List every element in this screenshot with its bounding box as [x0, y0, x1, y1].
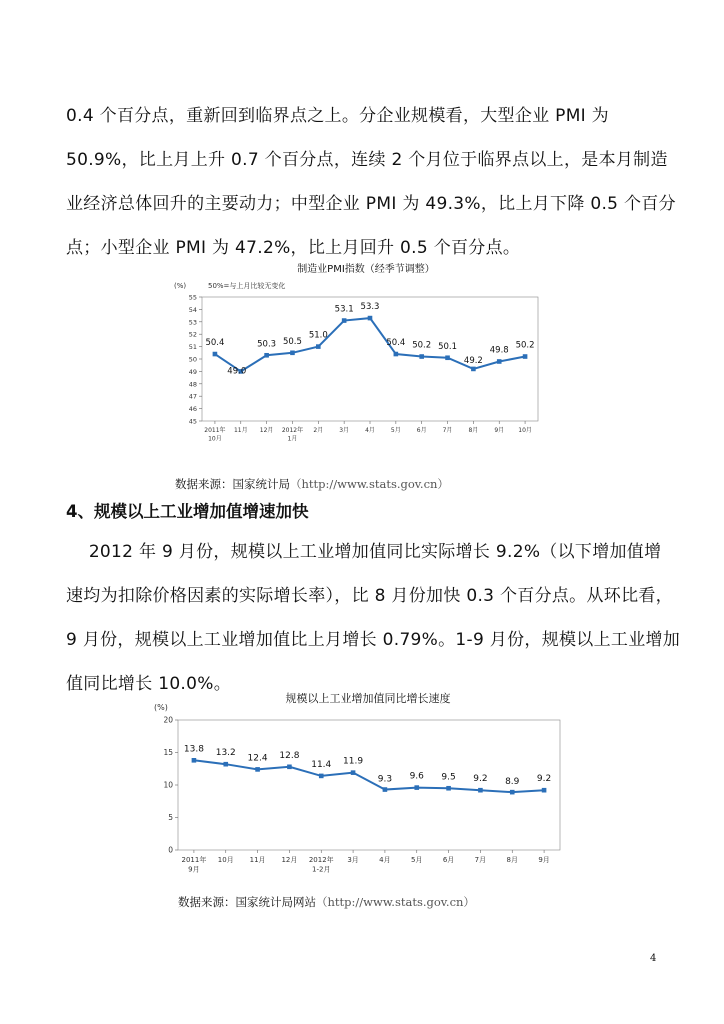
data-label: 9.5	[441, 772, 456, 783]
x-tick-label: 10月	[217, 856, 234, 864]
data-label: 12.8	[279, 750, 300, 761]
x-tick-label: 9月	[188, 865, 200, 874]
chart-y-unit: (%)	[174, 282, 187, 290]
y-tick-label: 48	[188, 380, 197, 389]
x-tick-label: 2011年	[204, 427, 226, 434]
data-point	[213, 352, 218, 357]
x-tick-label: 3月	[347, 856, 359, 864]
paragraph-industry	[66, 530, 681, 706]
text-line: 速均为扣除价格因素的实际增长率），比 8 月份加快 0.3 个百分点。从环比看，	[66, 586, 673, 606]
x-tick-label: 8月	[506, 856, 518, 864]
x-tick-label: 1-2月	[312, 865, 331, 874]
x-tick-label: 2月	[313, 427, 324, 434]
data-point	[319, 774, 324, 779]
section-heading: 4、规模以上工业增加值增速加快	[66, 502, 309, 521]
data-label: 50.4	[386, 338, 406, 349]
chart-legend-note: 50%=与上月比较无变化	[208, 282, 286, 290]
y-tick-label: 46	[188, 405, 197, 414]
data-point	[368, 316, 373, 321]
source-label: 数据来源：国家统计局	[175, 477, 290, 491]
x-tick-label: 10月	[208, 435, 222, 443]
data-label: 9.2	[536, 774, 552, 785]
data-label: 49.0	[227, 366, 247, 377]
x-tick-label: 3月	[339, 427, 350, 434]
x-tick-label: 2012年	[281, 427, 304, 434]
data-point	[497, 359, 502, 364]
source-note-1	[175, 476, 449, 492]
source-note-2	[178, 894, 475, 910]
x-tick-label: 9月	[538, 856, 550, 864]
x-tick-label: 4月	[379, 856, 391, 864]
data-point	[342, 318, 347, 323]
x-tick-label: 7月	[474, 856, 487, 864]
data-point	[394, 352, 399, 357]
data-label: 50.2	[515, 340, 535, 351]
x-tick-label: 4月	[365, 427, 375, 434]
data-point	[316, 344, 321, 349]
text-line: 0.4 个百分点，重新回到临界点之上。分企业规模看，大型企业 PMI 为	[66, 106, 609, 126]
y-tick-label: 10	[163, 780, 173, 790]
industry-chart-svg	[148, 690, 568, 885]
data-label: 50.4	[205, 338, 225, 349]
data-label: 53.1	[334, 304, 354, 315]
text-line: 业经济总体回升的主要动力；中型企业 PMI 为 49.3%，比上月下降 0.5 个百分	[66, 194, 676, 214]
data-point	[445, 355, 450, 360]
data-point	[223, 762, 228, 767]
data-point	[351, 770, 356, 775]
data-point	[510, 790, 515, 795]
x-tick-label: 1月	[287, 435, 298, 443]
data-label: 12.4	[247, 753, 268, 764]
y-tick-label: 45	[188, 417, 197, 426]
data-label: 50.3	[257, 339, 277, 350]
chart-title: 规模以上工业增加值同比增长速度	[285, 692, 451, 705]
data-point	[287, 765, 292, 770]
data-label: 9.2	[473, 774, 488, 785]
data-label: 11.4	[311, 759, 332, 770]
text-line: 50.9%，比上月上升 0.7 个百分点，连续 2 个月位于临界点以上，是本月制造	[66, 150, 668, 170]
y-tick-label: 53	[188, 318, 197, 327]
y-tick-label: 5	[168, 813, 173, 822]
x-tick-label: 11月	[233, 427, 248, 434]
data-label: 13.2	[215, 748, 236, 759]
plot-frame	[202, 297, 538, 421]
data-point	[523, 354, 528, 359]
y-tick-label: 52	[188, 330, 197, 339]
y-tick-label: 51	[188, 343, 197, 352]
chart-y-unit: (%)	[154, 703, 168, 712]
data-label: 9.6	[409, 771, 424, 782]
data-label: 53.3	[360, 302, 380, 313]
chart-title: 制造业PMI指数（经季节调整）	[297, 264, 435, 275]
data-label: 50.2	[412, 340, 432, 351]
x-tick-label: 9月	[494, 427, 505, 434]
x-tick-label: 2011年	[181, 856, 207, 864]
data-label: 49.8	[489, 345, 509, 356]
x-tick-label: 8月	[468, 427, 479, 434]
source-label: 数据来源：国家统计局网站	[178, 895, 316, 909]
data-point	[446, 786, 451, 791]
data-point	[471, 367, 476, 372]
data-point	[414, 785, 419, 790]
data-label: 50.5	[282, 336, 302, 347]
source-url: （http://www.stats.gov.cn）	[290, 477, 449, 491]
data-point	[255, 767, 260, 772]
source-url: （http://www.stats.gov.cn）	[316, 895, 475, 909]
y-tick-label: 20	[163, 715, 173, 725]
paragraph-pmi	[66, 94, 676, 270]
data-point	[192, 758, 197, 763]
x-tick-label: 6月	[416, 427, 427, 434]
x-tick-label: 7月	[442, 427, 453, 434]
text-line: 值同比增长 10.0%。	[66, 674, 232, 694]
data-point	[419, 354, 424, 359]
data-label: 51.0	[308, 330, 328, 341]
y-tick-label: 55	[188, 293, 197, 302]
data-label: 9.3	[377, 774, 393, 785]
y-tick-label: 15	[163, 748, 173, 757]
pmi-chart	[170, 255, 550, 455]
y-tick-label: 49	[188, 367, 197, 376]
pmi-chart-svg	[170, 255, 550, 455]
data-point	[478, 788, 483, 793]
plot-frame	[178, 720, 560, 850]
y-tick-label: 47	[188, 392, 197, 401]
data-label: 50.1	[438, 341, 458, 352]
industry-growth-chart	[148, 690, 568, 885]
data-label: 13.8	[183, 744, 204, 755]
text-line: 9 月份，规模以上工业增加值比上月增长 0.79%。1-9 月份，规模以上工业增加	[66, 630, 681, 650]
data-point	[264, 353, 269, 358]
data-label: 8.9	[505, 777, 520, 788]
x-tick-label: 2012年	[308, 856, 334, 864]
x-tick-label: 11月	[249, 856, 266, 864]
text-line: 2012 年 9 月份，规模以上工业增加值同比实际增长 9.2%（以下增加值增	[66, 542, 662, 562]
data-point	[383, 787, 388, 792]
data-label: 11.9	[343, 756, 364, 767]
data-point	[290, 351, 295, 356]
x-tick-label: 10月	[518, 427, 532, 434]
y-tick-label: 54	[188, 305, 197, 314]
page-number: 4	[650, 953, 657, 964]
y-tick-label: 50	[188, 355, 197, 364]
x-tick-label: 5月	[390, 427, 401, 434]
data-label: 49.2	[463, 355, 483, 366]
text-line: 点；小型企业 PMI 为 47.2%，比上月回升 0.5 个百分点。	[66, 238, 521, 258]
series-line	[194, 760, 544, 792]
x-tick-label: 12月	[281, 856, 298, 864]
y-tick-label: 0	[168, 845, 173, 855]
data-point	[542, 788, 547, 793]
x-tick-label: 6月	[442, 856, 455, 864]
x-tick-label: 12月	[259, 427, 274, 434]
x-tick-label: 5月	[411, 856, 423, 864]
